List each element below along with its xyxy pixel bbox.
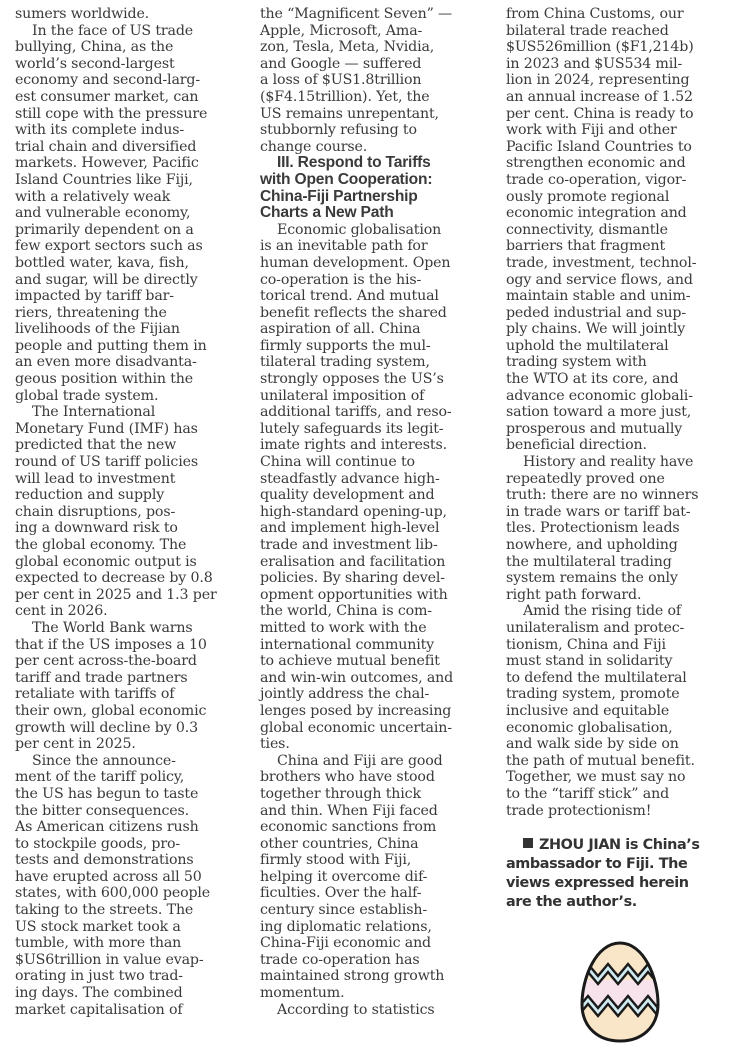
article-text-line: still cope with the pressure <box>15 105 208 122</box>
article-text-line: to achieve mutual benefit <box>260 653 440 670</box>
article-text-line: beneficial direction. <box>506 437 647 454</box>
article-text-line: lion in 2024, representing <box>506 72 690 89</box>
article-text-line: livelihoods of the Fijian <box>15 321 180 338</box>
article-text-line: global trade system. <box>15 387 159 404</box>
article-text-line: states, with 600,000 people <box>15 885 211 902</box>
article-text-line: maintain stable and unim- <box>506 288 691 305</box>
article-text-line: per cent. China is ready to <box>506 105 694 122</box>
article-text-line: mitted to work with the <box>260 619 427 636</box>
article-text-line: unilateral imposition of <box>260 387 425 404</box>
article-text-line: US remains unrepentant, <box>260 105 439 122</box>
article-text-line: impacted by tariff bar- <box>15 288 174 305</box>
section-heading-line: Charts a New Path <box>260 204 394 222</box>
article-text-line: ficulties. Over the half- <box>260 885 422 902</box>
article-column-2 <box>260 6 492 1018</box>
article-text-line: trade co-operation has <box>260 951 420 968</box>
article-text-line: the WTO at its core, and <box>506 371 679 388</box>
article-text-line: chain disruptions, pos- <box>15 503 176 520</box>
article-text-line: and implement high-level <box>260 520 440 537</box>
article-text-line: eralisation and facilitation <box>260 553 446 570</box>
article-text-line: ing a downward risk to <box>15 520 178 537</box>
article-text-line: bullying, China, as the <box>15 39 174 56</box>
article-text-line: History and reality have <box>523 454 694 471</box>
article-text-line: uphold the multilateral <box>506 337 669 354</box>
article-text-line: tariff and trade partners <box>15 669 188 686</box>
article-text-line: additional tariffs, and reso- <box>260 404 452 421</box>
article-text-line: trade protectionism! <box>506 802 652 819</box>
article-text-line: and vulnerable economy, <box>15 205 191 222</box>
article-text-line: bottled water, kava, fish, <box>15 254 189 271</box>
article-text-line: barriers that fragment <box>506 238 666 255</box>
article-text-line: trial chain and diversified <box>15 138 197 155</box>
article-text-line: stubbornly refusing to <box>260 122 417 139</box>
article-text-line: tionism, China and Fiji <box>506 636 666 653</box>
article-text-line: Economic globalisation <box>277 221 442 238</box>
article-text-line: prosperous and mutually <box>506 420 683 437</box>
article-text-line: tumble, with more than <box>15 935 182 952</box>
article-text-line: ing diplomatic relations, <box>260 918 432 935</box>
author-bio-line: are the author’s. <box>506 894 637 911</box>
article-text-line: per cent across-the-board <box>15 653 197 670</box>
easter-egg-icon <box>578 940 662 1044</box>
article-text-line: human development. Open <box>260 254 451 271</box>
article-text-line: quality development and <box>260 487 435 504</box>
article-text-line: ously promote regional <box>506 188 670 205</box>
article-text-line: taking to the streets. The <box>15 902 194 919</box>
article-text-line: expected to decrease by 0.8 <box>15 570 213 587</box>
article-text-line: few export sectors such as <box>15 238 203 255</box>
article-text-line: will lead to investment <box>15 470 176 487</box>
article-text-line: co-operation is the his- <box>260 271 422 288</box>
article-text-line: firmly supports the mul- <box>260 337 431 354</box>
article-text-line: economy and second-larg- <box>15 72 200 89</box>
article-text-line: helping it overcome dif- <box>260 868 428 885</box>
article-text-line: the bitter consequences. <box>15 802 190 819</box>
article-text-line: predicted that the new <box>15 437 177 454</box>
article-text-line: trade, investment, technol- <box>506 254 697 271</box>
article-text-line: Pacific Island Countries to <box>506 138 692 155</box>
article-text-line: nowhere, and upholding <box>506 537 678 553</box>
article-text-line: and walk side by side on <box>506 736 679 753</box>
article-text-line: momentum. <box>260 985 345 1002</box>
article-column-1 <box>15 6 247 1018</box>
article-text-line: geous position within the <box>15 371 194 388</box>
article-text-line: high-standard opening-up, <box>260 503 447 520</box>
article-text-line: the world, China is com- <box>260 603 432 620</box>
article-text-line: strongly opposes the US’s <box>260 371 444 388</box>
author-bio-line: views expressed herein <box>506 875 689 892</box>
article-text-line: is an inevitable path for <box>260 238 428 255</box>
article-text-line: sation toward a more just, <box>506 404 692 421</box>
article-text-line: ment of the tariff policy, <box>15 769 185 786</box>
article-text-line: The International <box>32 404 156 421</box>
article-text-line: China-Fiji economic and <box>260 935 431 952</box>
article-text-line: primarily dependent on a <box>15 221 194 238</box>
article-text-line: world’s second-largest <box>15 55 175 72</box>
section-heading-line: China-Fiji Partnership <box>260 187 418 205</box>
column-3-body <box>506 6 742 819</box>
section-heading-line: III. Respond to Tariffs <box>277 154 431 172</box>
article-text-line: China and Fiji are good <box>277 752 443 769</box>
article-text-line: to defend the multilateral <box>506 669 687 686</box>
article-text-line: economic integration and <box>506 205 687 222</box>
article-text-line: jointly address the chal- <box>260 686 430 703</box>
article-text-line: imate rights and interests. <box>260 437 447 454</box>
article-text-line: system remains the only <box>506 570 678 587</box>
article-text-line: the multilateral trading <box>506 553 672 570</box>
article-text-line: per cent in 2025. <box>15 736 136 753</box>
article-text-line: Together, we must say no <box>506 769 686 786</box>
article-text-line: inclusive and equitable <box>506 702 670 719</box>
article-text-line: brothers who have stood <box>260 769 435 786</box>
article-text-line: policies. By sharing devel- <box>260 570 445 587</box>
article-text-line: cent in 2026. <box>15 603 108 620</box>
article-text-line: their own, global economic <box>15 702 207 719</box>
article-text-line: According to statistics <box>277 1001 435 1018</box>
article-text-line: change course. <box>260 138 368 155</box>
article-text-line: an even more disadvanta- <box>15 354 197 371</box>
article-text-line: reduction and supply <box>15 487 165 504</box>
article-text-line: international community <box>260 636 435 653</box>
article-text-line: that if the US imposes a 10 <box>15 636 207 653</box>
article-text-line: other countries, China <box>260 835 419 852</box>
article-text-line: sumers worldwide. <box>15 6 150 22</box>
article-text-line: economic globalisation, <box>506 719 673 736</box>
article-text-line: a loss of $US1.8trillion <box>260 72 422 89</box>
article-text-line: tles. Protectionism leads <box>506 520 680 537</box>
article-text-line: ties. <box>260 736 290 753</box>
article-text-line: and win-win outcomes, and <box>260 669 454 686</box>
article-text-line: with a relatively weak <box>15 188 171 205</box>
section-heading-line: with Open Cooperation: <box>260 170 433 188</box>
article-text-line: and Google — suffered <box>260 55 422 72</box>
article-text-line: Island Countries like Fiji, <box>15 171 193 188</box>
article-text-line: benefit reflects the shared <box>260 304 447 321</box>
article-text-line: trade co-operation, vigor- <box>506 171 687 188</box>
article-text-line: from China Customs, our <box>506 6 684 22</box>
article-text-line: connectivity, dismantle <box>506 221 668 238</box>
article-text-line: strengthen economic and <box>506 155 686 172</box>
article-text-line: $US6trillion in value evap- <box>15 951 204 968</box>
article-text-line: ply chains. We will jointly <box>506 321 686 338</box>
article-text-line: Apple, Microsoft, Ama- <box>260 22 423 39</box>
article-text-line: century since establish- <box>260 902 428 919</box>
article-text-line: with its complete indus- <box>15 122 184 139</box>
article-text-line: trading system with <box>506 354 647 371</box>
article-text-line: firmly stood with Fiji, <box>260 852 412 869</box>
article-text-line: opment opportunities with <box>260 586 448 603</box>
article-text-line: an annual increase of 1.52 <box>506 88 693 105</box>
article-text-line: aspiration of all. China <box>260 321 421 338</box>
article-text-line: retaliate with tariffs of <box>15 686 175 703</box>
article-text-line: the US has begun to taste <box>15 785 199 802</box>
article-text-line: As American citizens rush <box>15 819 199 836</box>
author-bio-line: ZHOU JIAN is China’s <box>506 836 742 855</box>
article-text-line: in 2023 and $US534 mil- <box>506 55 683 72</box>
article-text-line: lutely safeguards its legit- <box>260 420 444 437</box>
article-column-3 <box>506 6 742 912</box>
article-text-line: work with Fiji and other <box>506 122 677 139</box>
article-text-line: must stand in solidarity <box>506 653 673 670</box>
article-text-line: and sugar, will be directly <box>15 271 198 288</box>
article-text-line: In the face of US trade <box>32 22 194 39</box>
article-text-line: growth will decline by 0.3 <box>15 719 198 736</box>
article-text-line: bilateral trade reached <box>506 22 669 39</box>
article-text-line: est consumer market, can <box>15 88 199 105</box>
article-text-line: China will continue to <box>260 454 415 471</box>
article-text-line: Since the announce- <box>32 752 176 769</box>
article-text-line: lenges posed by increasing <box>260 702 452 719</box>
article-text-line: people and putting them in <box>15 337 207 354</box>
article-text-line: zon, Tesla, Meta, Nvidia, <box>260 39 435 56</box>
article-text-line: tests and demonstrations <box>15 852 194 869</box>
article-text-line: global economic uncertain- <box>260 719 452 736</box>
article-text-line: peded industrial and sup- <box>506 304 686 321</box>
article-text-line: the path of mutual benefit. <box>506 752 695 769</box>
article-text-line: Monetary Fund (IMF) has <box>15 420 198 437</box>
article-text-line: unilateralism and protec- <box>506 619 685 636</box>
author-bio <box>506 836 742 912</box>
article-text-line: truth: there are no winners <box>506 487 699 504</box>
article-text-line: round of US tariff policies <box>15 454 198 471</box>
article-text-line: to stockpile goods, pro- <box>15 835 181 852</box>
article-text-line: right path forward. <box>506 586 642 603</box>
article-text-line: economic sanctions from <box>260 819 437 836</box>
article-text-line: torical trend. And mutual <box>260 288 439 305</box>
article-text-line: $US526million ($F1,214b) <box>506 39 694 56</box>
article-text-line: The World Bank warns <box>32 619 193 636</box>
article-text-line: riers, threatening the <box>15 304 167 321</box>
article-text-line: tilateral trading system, <box>260 354 430 371</box>
article-text-line: ($F4.15trillion). Yet, the <box>260 88 430 105</box>
article-text-line: steadfastly advance high- <box>260 470 440 487</box>
article-text-line: Amid the rising tide of <box>523 603 682 620</box>
article-text-line: market capitalisation of <box>15 1001 183 1018</box>
article-text-line: markets. However, Pacific <box>15 155 199 172</box>
author-bio-line: ambassador to Fiji. The <box>506 856 688 873</box>
article-text-line: US stock market took a <box>15 918 181 935</box>
article-text-line: the global economy. The <box>15 537 187 553</box>
article-text-line: in trade wars or tariff bat- <box>506 503 691 520</box>
article-text-line: trade and investment lib- <box>260 537 438 553</box>
article-text-line: per cent in 2025 and 1.3 per <box>15 586 217 603</box>
article-text-line: orating in just two trad- <box>15 968 183 985</box>
article-text-line: repeatedly proved one <box>506 470 665 487</box>
article-text-line: to the “tariff stick” and <box>506 785 669 802</box>
article-text-line: advance economic globali- <box>506 387 693 404</box>
article-text-line: together through thick <box>260 785 421 802</box>
article-text-line: global economic output is <box>15 553 197 570</box>
article-text-line: the “Magnificent Seven” — <box>260 6 453 22</box>
article-text-line: trading system, promote <box>506 686 680 703</box>
article-text-line: maintained strong growth <box>260 968 445 985</box>
square-bullet-icon <box>523 838 533 848</box>
article-text-line: ing days. The combined <box>15 985 183 1002</box>
article-text-line: and thin. When Fiji faced <box>260 802 438 819</box>
article-text-line: ogy and service flows, and <box>506 271 693 288</box>
article-text-line: have erupted across all 50 <box>15 868 202 885</box>
